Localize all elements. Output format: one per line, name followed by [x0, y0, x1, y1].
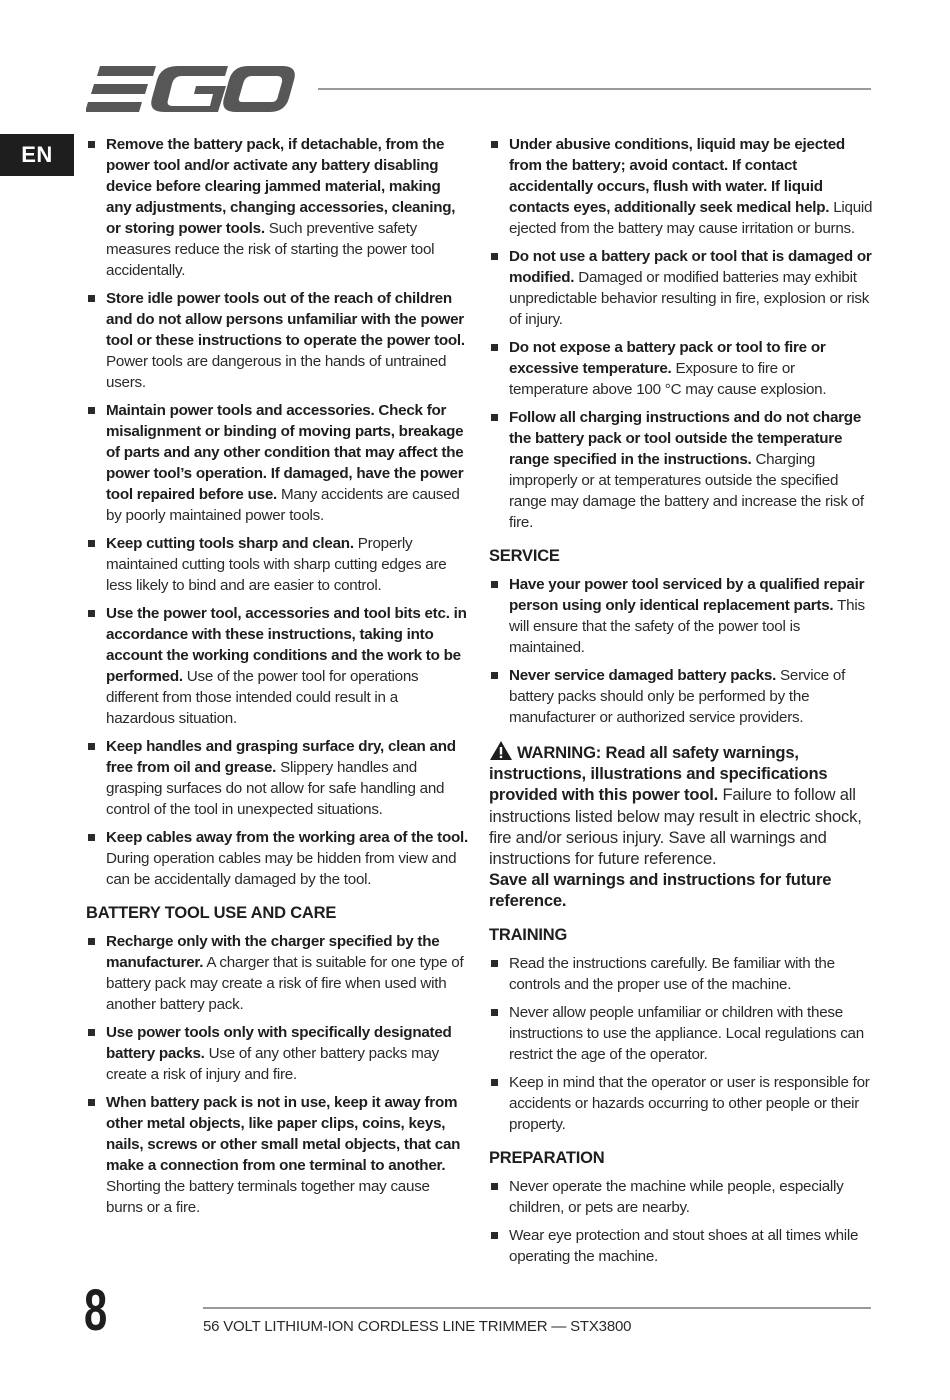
list-item — [489, 574, 875, 658]
item-text: During operation cables may be hidden from view and can be accidentally damaged by the tool. — [106, 850, 457, 888]
language-tab — [0, 134, 74, 176]
list-item — [86, 827, 468, 890]
item-text: Slippery handles and grasping surfaces do not allow for safe handling and control of the tool in unexpected situations. — [106, 759, 445, 818]
list-item — [489, 665, 875, 728]
bullet-square-icon — [88, 938, 95, 945]
bullet-square-icon — [88, 1029, 95, 1036]
list-item — [86, 134, 468, 281]
bullet-square-icon — [88, 295, 95, 302]
item-bold: Do not use a battery pack or tool that is damaged or modified. — [509, 248, 872, 286]
item-text: Never operate the machine while people, especially children, or pets are nearby. — [509, 1177, 844, 1216]
warning-text: Failure to follow all instructions listed below may result in electric shock, fire and/or serious injury. Save all warnings and instructions for future reference. — [489, 785, 862, 869]
bullet-square-icon — [491, 1232, 498, 1239]
item-bold: Remove the battery pack, if detachable, from the power tool and/or activate any battery disabling device before clearing jammed material, making any adjustments, changing accessories, cleaning, or storing power tools. — [106, 136, 456, 237]
bullet-square-icon — [88, 407, 95, 414]
bullet-square-icon — [491, 1079, 498, 1086]
item-bold: Keep handles and grasping surface dry, clean and free from oil and grease. — [106, 738, 456, 776]
list-item — [489, 1176, 875, 1218]
item-bold: When battery pack is not in use, keep it away from other metal objects, like paper clips, coins, keys, nails, screws or other small metal objects, that can make a connection from one terminal to another. — [106, 1094, 461, 1174]
section-heading-preparation: PREPARATION — [489, 1148, 605, 1167]
item-bold: Maintain power tools and accessories. Check for misalignment or binding of moving parts, breakage of parts and any other condition that may affect the power tool’s operation. If damaged, have the power tool repaired before use. — [106, 402, 464, 503]
warning-bold-text: Read all safety warnings, instructions, illustrations and specifications provided with this power tool. — [489, 743, 828, 805]
item-text: Shorting the battery terminals together may cause burns or a fire. — [106, 1178, 430, 1216]
item-text: Such preventive safety measures reduce the risk of starting the power tool accidentally. — [106, 220, 435, 279]
right-column — [489, 134, 875, 1274]
list-item — [489, 134, 875, 239]
list-item — [86, 1022, 468, 1085]
list-item — [86, 931, 468, 1015]
item-text: Exposure to fire or temperature above 100 °C may cause explosion. — [509, 360, 827, 398]
section-heading-service: SERVICE — [489, 547, 560, 565]
warning-triangle-icon — [489, 740, 513, 761]
item-bold: Do not expose a battery pack or tool to fire or excessive temperature. — [509, 339, 826, 377]
warning-label: WARNING: — [517, 743, 602, 762]
bullet-square-icon — [88, 141, 95, 148]
battery-care-list — [86, 931, 468, 1218]
item-bold: Recharge only with the charger specified by the manufacturer. — [106, 933, 440, 971]
service-list — [489, 574, 875, 728]
item-bold: Use the power tool, accessories and tool bits etc. in accordance with these instructions, taking into account the working conditions and the work to be performed. — [106, 605, 467, 685]
bullet-square-icon — [491, 672, 498, 679]
item-text: A charger that is suitable for one type of battery pack may create a risk of fire when used with another battery pack. — [106, 954, 464, 1013]
bullet-square-icon — [88, 1099, 95, 1106]
list-item — [489, 246, 875, 330]
list-item — [86, 288, 468, 393]
general-safety-list — [86, 134, 468, 890]
bullet-square-icon — [88, 610, 95, 617]
item-bold: Store idle power tools out of the reach of children and do not allow persons unfamiliar with the power tool or these instructions to operate the power tool. — [106, 290, 465, 349]
bullet-square-icon — [88, 540, 95, 547]
bullet-square-icon — [88, 743, 95, 750]
bullet-square-icon — [491, 1009, 498, 1016]
list-item — [489, 1072, 875, 1135]
warning-closing: Save all warnings and instructions for future reference. — [489, 870, 832, 911]
item-bold: Follow all charging instructions and do not charge the battery pack or tool outside the temperature range specified in the instructions. — [509, 409, 862, 468]
bullet-square-icon — [491, 1183, 498, 1190]
list-item — [489, 337, 875, 400]
item-text: Service of battery packs should only be performed by the manufacturer or authorized service providers. — [509, 667, 846, 726]
warning-block — [489, 740, 875, 912]
section-heading-battery: BATTERY TOOL USE AND CARE — [86, 904, 337, 922]
item-text: Power tools are dangerous in the hands of untrained users. — [106, 353, 447, 391]
item-text: Properly maintained cutting tools with sharp cutting edges are less likely to bind and are easier to control. — [106, 535, 447, 594]
ego-logo — [86, 64, 298, 114]
item-text: Liquid ejected from the battery may cause irritation or burns. — [509, 199, 873, 237]
language-label: EN — [21, 142, 53, 167]
bullet-square-icon — [491, 414, 498, 421]
item-bold: Use power tools only with specifically designated battery packs. — [106, 1024, 452, 1062]
list-item — [86, 1092, 468, 1218]
left-column — [86, 134, 468, 1225]
footer-title: 56 VOLT LITHIUM-ION CORDLESS LINE TRIMMER — STX3800 — [203, 1318, 632, 1335]
item-bold: Under abusive conditions, liquid may be ejected from the battery; avoid contact. If contact accidentally occurs, flush with water. If liquid contacts eyes, additionally seek medical help. — [509, 136, 845, 216]
training-list — [489, 953, 875, 1135]
item-text: Many accidents are caused by poorly maintained power tools. — [106, 486, 460, 524]
list-item — [489, 953, 875, 995]
item-text: Wear eye protection and stout shoes at all times while operating the machine. — [509, 1226, 859, 1265]
item-text: Keep in mind that the operator or user is responsible for accidents or hazards occurring to other people or their property. — [509, 1073, 870, 1133]
item-text: Charging improperly or at temperatures outside the specified range may damage the battery and increase the risk of fire. — [509, 451, 864, 531]
bullet-square-icon — [491, 581, 498, 588]
battery-warnings-list — [489, 134, 875, 533]
list-item — [489, 1225, 875, 1267]
item-bold: Keep cables away from the working area of the tool. — [106, 829, 468, 846]
footer-rule — [203, 1307, 871, 1309]
item-text: Read the instructions carefully. Be familiar with the controls and the proper use of the machine. — [509, 954, 835, 993]
item-text: Never allow people unfamiliar or children with these instructions to use the appliance. Local regulations can restrict the age of the operator. — [509, 1003, 864, 1063]
section-heading-training: TRAINING — [489, 925, 568, 944]
item-bold: Never service damaged battery packs. — [509, 667, 777, 684]
list-item — [86, 736, 468, 820]
bullet-square-icon — [491, 141, 498, 148]
item-text: Use of any other battery packs may create a risk of injury and fire. — [106, 1045, 440, 1083]
item-text: This will ensure that the safety of the power tool is maintained. — [509, 597, 865, 656]
list-item — [489, 1002, 875, 1065]
preparation-list — [489, 1176, 875, 1267]
item-bold: Have your power tool serviced by a qualified repair person using only identical replacement parts. — [509, 576, 865, 614]
list-item — [86, 603, 468, 729]
item-text: Use of the power tool for operations different from those intended could result in a hazardous situation. — [106, 668, 419, 727]
bullet-square-icon — [88, 834, 95, 841]
bullet-square-icon — [491, 253, 498, 260]
page-number: 8 — [84, 1278, 108, 1343]
item-text: Damaged or modified batteries may exhibit unpredictable behavior resulting in fire, explosion or risk of injury. — [509, 269, 870, 328]
list-item — [489, 407, 875, 533]
item-bold: Keep cutting tools sharp and clean. — [106, 535, 354, 552]
list-item — [86, 400, 468, 526]
bullet-square-icon — [491, 344, 498, 351]
header-rule — [318, 88, 871, 90]
list-item — [86, 533, 468, 596]
bullet-square-icon — [491, 960, 498, 967]
